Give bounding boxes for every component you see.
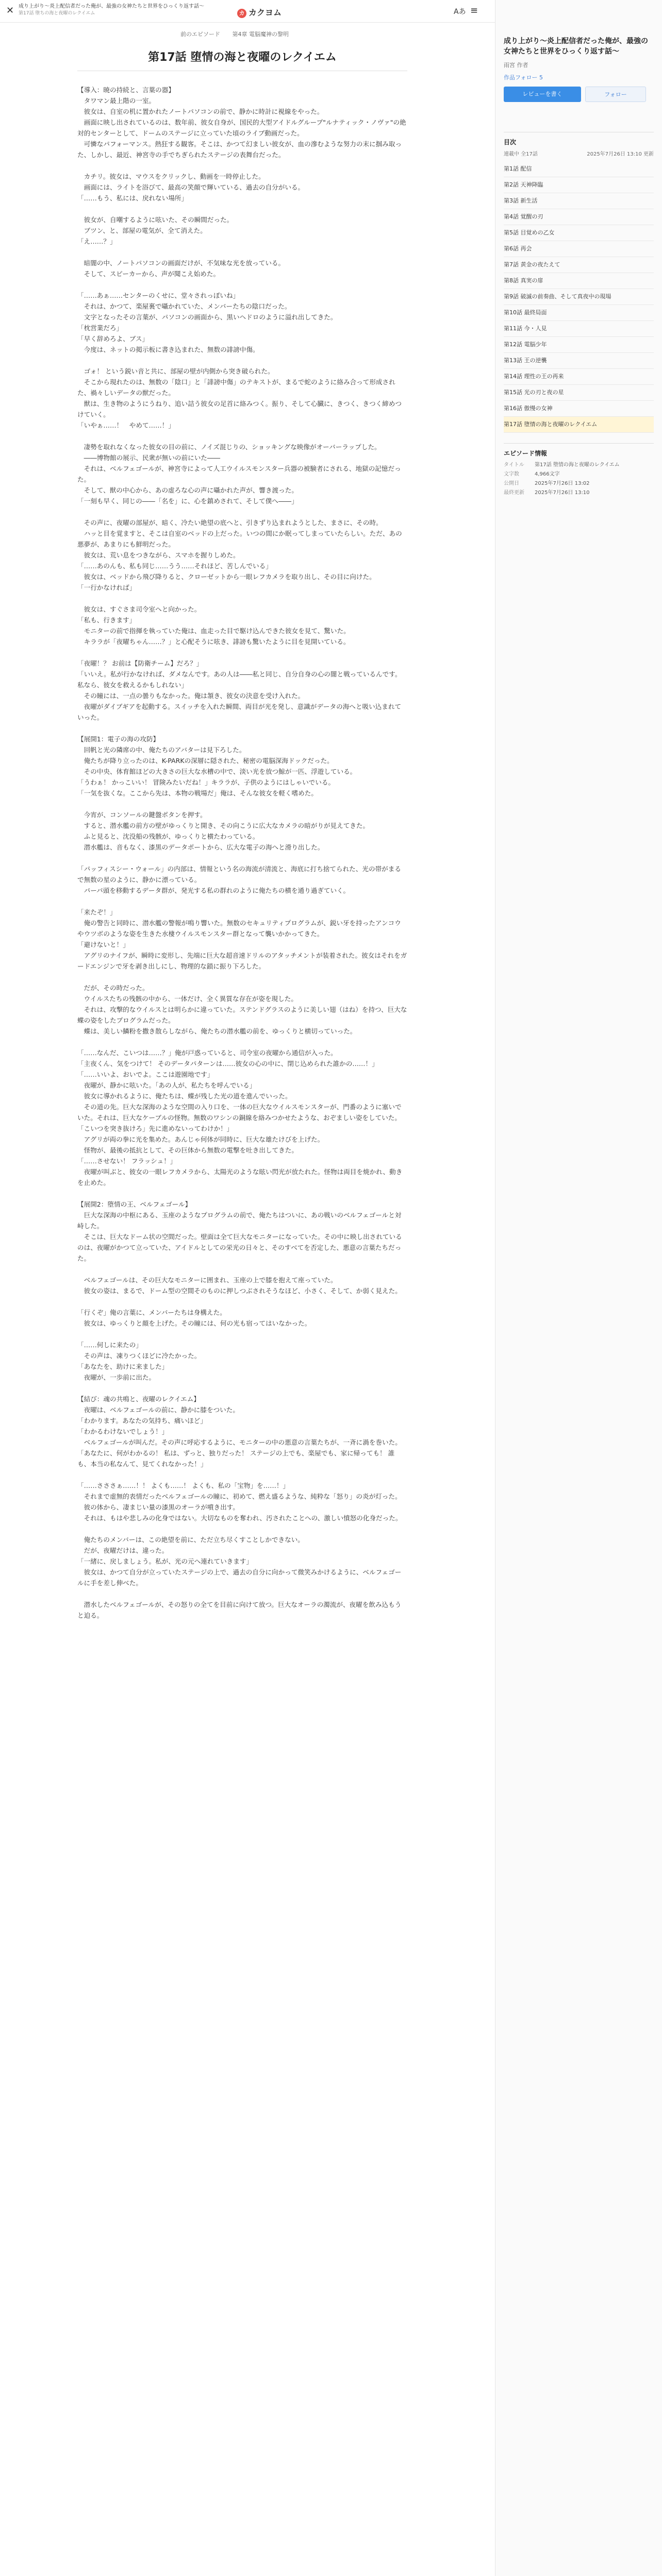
- episode-title: 第17話 堕情の海と夜曜のレクイエム: [77, 41, 407, 71]
- body-paragraph: [77, 1329, 407, 1340]
- body-paragraph: 夜曜が叫ぶと、彼女の一眼レフカメラから、太陽光のような眩い閃光が放たれた。怪物は両目を焼かれ、動きを止めた。: [77, 1168, 403, 1187]
- body-paragraph: 「……させない！ フラッシュ！」: [77, 1157, 177, 1165]
- body-paragraph: [77, 1188, 407, 1199]
- body-paragraph: 彼女は、すぐさま司令室へと向かった。: [77, 605, 201, 613]
- body-paragraph: ハッと目を覚ますと、そこは自室のベッドの上だった。いつの間にか眠ってしまっていたらしい。ただ、あの悪夢が、あまりにも鮮明だった。: [77, 530, 402, 548]
- body-paragraph: [77, 1037, 407, 1047]
- body-paragraph: 「うわぁ！ かっこいい！ 冒険みたいだね！」キララが、子供のようにはしゃいでいる。: [77, 778, 335, 786]
- body-paragraph: [77, 647, 407, 658]
- follow-button[interactable]: フォロー: [585, 87, 646, 102]
- logo-text: カクヨム: [249, 8, 282, 18]
- body-paragraph: 【展開2：堕情の王、ベルフェゴール】: [77, 1200, 192, 1208]
- body-paragraph: [77, 431, 407, 442]
- body-paragraph: 「主夜くん、気をつけて！ そのデータパターンは……彼女の心の中に、閉じ込められた誰かの……！」: [77, 1060, 378, 1067]
- follow-count: 作品フォロー 5: [504, 74, 543, 81]
- episode-list: [504, 161, 654, 433]
- header-title-box[interactable]: [19, 3, 204, 17]
- body-paragraph: だが、その時だった。: [77, 984, 149, 992]
- body-paragraph: 「……何しに来たの」: [77, 1341, 142, 1349]
- body-paragraph: 可憐なパフォーマンス。熱狂する観客。そこは、かつて幻ましい彼女が、血の滲むような努力の末に掴み取った、しかし、最近、神宮寺の手でちぎられたステージの表舞台だった。: [77, 140, 402, 159]
- toc-episode-link[interactable]: 第12話 電脳少年: [504, 337, 654, 353]
- body-paragraph: 獣は、生き物のようにうねり、追い詰う彼女の足首に絡みつく。振り、そして心臓に、きつく、きつく締めつけていく。: [77, 400, 402, 418]
- toc-episode-link[interactable]: 第3話 新生活: [504, 193, 654, 209]
- body-paragraph: 彼女の姿は、まるで、ドーム型の空間そのものに押しつぶされそうなほど、小さく、そして、か弱く見えた。: [77, 1287, 402, 1295]
- body-paragraph: それは、もはや悲しみの化身ではない。大切なものを奪われ、汚されたことへの、激しい憤怒の化身だった。: [77, 1514, 402, 1522]
- body-paragraph: [77, 972, 407, 982]
- body-paragraph: その声は、凍りつくほどに冷たかった。: [77, 1352, 201, 1360]
- body-paragraph: ふと見ると、沈没船の残骸が、ゆっくりと横たわっている。: [77, 833, 259, 840]
- body-paragraph: [77, 1296, 407, 1307]
- info-value: 第17話 堕情の海と夜曜のレクイエム: [535, 462, 620, 468]
- body-paragraph: アグリのナイフが、瞬時に変形し、先端に巨大な超音速ドリルのアタッチメントが装着された。彼女はそれをガードエンジンで牙を剥き出しにし、物理的な鎖に振り下ろした。: [77, 952, 407, 970]
- body-paragraph: 彼の体から、凄まじい量の漆黒のオーラが噴き出す。: [77, 1503, 239, 1511]
- body-paragraph: 俺たちのメンバーは、この絶望を前に、ただ立ち尽くすことしかできない。: [77, 1536, 304, 1544]
- body-paragraph: 「……いいよ、おいでよ。ここは遊園地です」: [77, 1071, 214, 1078]
- body-paragraph: [77, 204, 407, 214]
- body-paragraph: 「パッフィスシー・ウォール」の内部は、情報という名の海流が清流と、海底に打ち捨てられた、光の帯がまるで無数の星のように、静かに漂っている。: [77, 865, 401, 884]
- body-paragraph: 夜曜がダイブギアを起動する。スイッチを入れた瞬間、両目が光を発し、意識がデータの海へと吸い込まれていった。: [77, 703, 402, 721]
- body-paragraph: 「え……？」: [77, 238, 117, 245]
- body-paragraph: [77, 1469, 407, 1480]
- body-paragraph: 「一行かなければ」: [77, 584, 136, 591]
- body-paragraph: キララが「夜曜ちゃん……？」と心配そうに呟き、誹謗も驚いたように目を見開いている。: [77, 638, 350, 646]
- info-value: 2025年7月26日 13:10: [535, 490, 590, 496]
- sidebar: [495, 0, 662, 2576]
- body-paragraph: 「……あのんも、私も同じ……うう……それほど、苦しんでいる」: [77, 562, 272, 570]
- body-paragraph: それまで虚無的表情だったベルフェゴールの瞳に、初めて、燃え盛るような、純粋な「怒り」の炎が灯った。: [77, 1493, 402, 1500]
- body-paragraph: 「……あぁ……センターのくせに、堂々されっぽいね」: [77, 292, 240, 299]
- body-paragraph: その中央、体育館ほどの大きさの巨大な水槽の中で、淡い光を放つ鯨が一匹、浮遊している。: [77, 768, 357, 775]
- body-paragraph: [77, 279, 407, 290]
- body-paragraph: 【結び：魂の共鳴と、夜曜のレクイエム】: [77, 1395, 200, 1403]
- body-paragraph: ゴォ！ という鋭い音と共に、部屋の壁が内側から突き破られた。: [77, 367, 274, 375]
- body-paragraph: ベルフェゴールが叫んだ。その声に呼応するように、モニターの中の悪意の言葉たちが、一斉に渦を巻いた。: [77, 1438, 402, 1446]
- toc-status: 連載中 全17話: [504, 151, 538, 157]
- body-paragraph: 彼女に導かれるように、俺たちは、蝶が残した光の道を進んでいった。: [77, 1092, 292, 1100]
- body-paragraph: 凄勢を取れなくなった彼女の目の前に、ノイズ混じりの、ショッキングな映像がオーバーラップした。: [77, 443, 381, 451]
- toc-episode-link[interactable]: 第4話 覚醒の刃: [504, 209, 654, 225]
- body-paragraph: 「枕営業だろ」: [77, 324, 123, 332]
- author-name[interactable]: 雨宮 作者: [504, 62, 528, 69]
- toc-episode-link[interactable]: 第17話 堕情の海と夜曜のレクイエム: [504, 417, 654, 433]
- body-paragraph: 俺たちが降り立ったのは、K-PARKの深層に隠された、秘密の電脳深海ドックだった。: [77, 757, 334, 765]
- body-paragraph: 今度は、ネットの掲示板に書き込まれた、無数の誹謗中傷。: [77, 346, 259, 353]
- episode-main: [77, 41, 407, 1621]
- body-paragraph: そして、獣の中心から、あの虚ろな心の声に囁かれた声が、響き渡った。: [77, 486, 298, 494]
- body-paragraph: そして、スピーカーから、声が聞こえ始めた。: [77, 270, 220, 278]
- body-paragraph: 画面には、ライトを浴びて、最高の笑顔で輝いている、過去の自分がいる。: [77, 183, 305, 191]
- body-paragraph: 巨大な深海の中枢にある、玉座のようなプログラムの前で、俺たちはついに、あの戦いのベルフェゴールと対峙した。: [77, 1211, 402, 1230]
- body-paragraph: 「一刻も早く、同じの――「名を」に、心を鎮めされて、そして僕へ――」: [77, 497, 298, 505]
- body-paragraph: 彼女は、ベッドから飛び降りると、クローゼットから一眼レフカメラを取り出し、その目に向けた。: [77, 573, 376, 581]
- body-paragraph: 「……さささぁ……！！ よくも……！ よくも、私の「宝物」を……！」: [77, 1482, 290, 1489]
- toc-meta: [504, 149, 654, 161]
- body-paragraph: そこから現れたのは、無数の「陰口」と「誹謗中傷」のテキストが、まるで蛇のように絡み合って形成された、禍々しいデータの獣だった。: [77, 378, 395, 397]
- toc-episode-link[interactable]: 第2話 天神降臨: [504, 177, 654, 193]
- body-paragraph: 「わかります。あなたの気持ち、痛いほど」: [77, 1417, 207, 1425]
- toc-section: [504, 132, 654, 433]
- toc-updated: 2025年7月26日 13:10 更新: [587, 151, 654, 157]
- toc-episode-link[interactable]: 第1話 配信: [504, 161, 654, 177]
- body-paragraph: [77, 723, 407, 734]
- body-paragraph: 「避けないと！」: [77, 941, 129, 948]
- body-paragraph: 今宵が、コンソールの鍵盤ボタンを押す。: [77, 811, 207, 819]
- info-key: 文字数: [504, 471, 519, 477]
- body-paragraph: それは、攻撃的なウイルスとは明らかに違っていた。ステンドグラスのように美しい翅（はね）を持つ、巨大な蝶の姿をしたプログラムだった。: [77, 1006, 407, 1024]
- toc-episode-link[interactable]: 第16話 傲慢の女神: [504, 401, 654, 417]
- display-settings-icon[interactable]: Aあ: [454, 8, 466, 16]
- toc-episode-link[interactable]: 第15話 光の刃と夜の星: [504, 385, 654, 401]
- header-episode-title: 第17話 堕ちの海と夜曜のレクイエム: [19, 11, 95, 16]
- toc-episode-link[interactable]: 第8話 真実の扉: [504, 273, 654, 289]
- body-paragraph: 蝶は、美しい鱗粉を撒き散らしながら、俺たちの潜水艦の前を、ゆっくりと横切っていった。: [77, 1027, 357, 1035]
- body-paragraph: 「……もう、私には、戻れない場所」: [77, 194, 188, 202]
- body-paragraph: 「私も、行きます」: [77, 616, 136, 624]
- body-paragraph: そこは、巨大なドーム状の空間だった。壁面は全て巨大なモニターになっていた。その中に映し出されているのは、夜曜がかつて立っていた、アイドルとしての栄光の日々と、そのすべてを否定した、悪意の言葉たちだった。: [77, 1233, 402, 1262]
- body-paragraph: それは、かつて、楽屋裏で囁かれていた、メンバーたちの陰口だった。: [77, 302, 291, 310]
- body-paragraph: 彼女は、自室の机に置かれたノートパソコンの前で、静かに時計に視線をやった。: [77, 108, 324, 115]
- body-paragraph: 「来たぞ！」: [77, 908, 117, 916]
- body-paragraph: 画面に映し出されているのは、数年前、彼女自身が、国民的大型アイドルグループ"ルナティック・ノヴァ"の絶対的センターとして、ドームのステージに立っていた頃のライブ動画だった。: [77, 118, 406, 137]
- body-paragraph: 「あなたに、何がわかるの！ 私は、ずっと、独りだった！ ステージの上でも、楽屋でも、家に帰っても！ 誰も、本当の私なんて、見てくれなかった！」: [77, 1449, 395, 1468]
- body-paragraph: だが、夜曜だけは、違った。: [77, 1547, 169, 1554]
- body-paragraph: ベルフェゴールは、その巨大なモニターに囲まれ、玉座の上で膝を抱えて座っていた。: [77, 1276, 337, 1284]
- body-paragraph: 夜曜は、ベルフェゴールの前に、静かに膝をついた。: [77, 1406, 239, 1414]
- menu-icon[interactable]: ≡: [470, 5, 478, 16]
- body-paragraph: その道の先。巨大な深海のような空間の入り口を、一体の巨大なウイルスモンスターが、門番のように塞いでいた。それは、巨大なケーブルの怪物。無数のワシンの銅線を絡みつかせたような、おぞましい姿をしていた。: [77, 1103, 402, 1122]
- body-paragraph: モニターの前で指揮を執っていた俺は、血走った目で駆け込んできた彼女を見て、驚いた。: [77, 627, 350, 635]
- body-paragraph: 潜水艦は、音もなく、漆黒のデータポートから、広大な電子の海へと滑り出した。: [77, 843, 324, 851]
- info-value: 2025年7月26日 13:02: [535, 481, 590, 486]
- breadcrumb: [175, 30, 294, 38]
- body-paragraph: 「早く辞めろよ、ブス」: [77, 335, 149, 343]
- body-paragraph: その声に、夜曜の部屋が、暗く、冷たい絶望の底へと、引きずり込まれようとした、まさに、その時。: [77, 519, 383, 527]
- body-paragraph: 「いいえ。私が行かなければ、ダメなんです。あの人は――私と同じ、自分自身の心の闇と戦っているんです。私なら、彼女を救えるかもしれない」: [77, 670, 402, 689]
- body-paragraph: 「……なんだ、こいつは……？」俺が戸惑っていると、司令室の夜曜から通信が入った。: [77, 1049, 337, 1057]
- body-paragraph: 怪物が、最後の抵抗として、その巨体から無数の電撃を吐き出してきた。: [77, 1146, 298, 1154]
- episode-info-section: [504, 443, 654, 498]
- body-paragraph: [77, 1523, 407, 1534]
- info-row: [504, 461, 654, 470]
- toc-episode-link[interactable]: 第7話 黄金の夜たえて: [504, 257, 654, 273]
- info-key: 公開日: [504, 481, 519, 486]
- body-paragraph: 彼女は、かつて自分が立っていたステージの上で、過去の自分に向かって微笑みかけるように、ベルフェゴールに手を差し伸べた。: [77, 1568, 402, 1587]
- body-paragraph: 文字となったその言葉が、パソコンの画面から、黒いヘドロのように溢れ出してきた。: [77, 313, 337, 321]
- action-buttons: [495, 81, 662, 102]
- body-paragraph: [77, 355, 407, 366]
- body-paragraph: パーパ頭を移動するデータ群が、発光する私の群れのように俺たちの横を通り過ぎていく。: [77, 887, 350, 894]
- body-paragraph: 彼女が、自嘲するように呟いた、その瞬間だった。: [77, 216, 234, 224]
- body-paragraph: 潜水したベルフェゴールが、その怒りの全てを目前に向けて放つ。巨大なオーラの濁流が、夜曜を飲み込もうと迫る。: [77, 1601, 402, 1619]
- body-paragraph: [77, 799, 407, 809]
- info-heading: エピソード情報: [504, 450, 548, 457]
- prev-episode-link[interactable]: 前のエピソード: [180, 31, 220, 38]
- body-paragraph: その瞳には、一点の曇りもなかった。俺は頷き、彼女の決意を受け入れた。: [77, 692, 305, 700]
- toc-heading: 目次: [504, 139, 517, 146]
- body-paragraph: 暗闇の中、ノートパソコンの画面だけが、不気味な光を放っている。: [77, 259, 285, 267]
- body-paragraph: 「夜曜！？ お前は【防衛チーム】だろ？」: [77, 659, 203, 667]
- body-paragraph: ウイルスたちの残骸の中から、一体だけ、全く異質な存在が姿を現した。: [77, 995, 297, 1003]
- body-paragraph: [77, 896, 407, 907]
- site-logo[interactable]: [237, 6, 282, 18]
- info-key: 最終更新: [504, 490, 524, 496]
- body-paragraph: [77, 247, 407, 258]
- body-paragraph: 【展開1：電子の海の攻防】: [77, 735, 160, 743]
- episode-body: [77, 71, 407, 1621]
- body-paragraph: すると、潜水艦の前方の壁がゆっくりと開き、その向こうに広大なカメラの暗がりが見えてきた。: [77, 822, 370, 829]
- body-paragraph: ブツン、と、部屋の電気が、全て消えた。: [77, 227, 207, 234]
- info-row: [504, 470, 654, 479]
- body-paragraph: アグリが両の拳に光を集めた。あんじゃ何体が同時に、巨大な雄たけびを上げた。: [77, 1136, 324, 1143]
- toc-episode-link[interactable]: 第6話 再会: [504, 241, 654, 257]
- header-work-title: 成り上がり〜炎上配信者だった俺が、最強の女神たちと世界をひっくり返す話〜: [19, 4, 204, 9]
- toc-episode-link[interactable]: 第10話 最終局面: [504, 305, 654, 321]
- info-key: タイトル: [504, 462, 524, 468]
- body-paragraph: 「こいつを突き抜けろ」先に進めないってわけか！」: [77, 1125, 234, 1132]
- body-paragraph: 「行くぞ」俺の言葉に、メンバーたちは身構えた。: [77, 1309, 226, 1316]
- info-row: [504, 479, 654, 488]
- body-paragraph: 夜曜が、一歩前に出た。: [77, 1374, 156, 1381]
- info-row: [504, 488, 654, 498]
- body-paragraph: 「わかるわけないでしょう！」: [77, 1428, 169, 1435]
- toc-episode-link[interactable]: 第5話 目覚めの乙女: [504, 225, 654, 241]
- body-paragraph: 回帆と光の隣席の中、俺たちのアバターは見下ろした。: [77, 746, 246, 754]
- body-paragraph: [77, 506, 407, 517]
- review-button[interactable]: レビューを書く: [504, 87, 581, 102]
- body-paragraph: 彼女は、荒い息をつきながら、スマホを握りしめた。: [77, 551, 240, 559]
- body-paragraph: 「いやぁ……！ やめて……！」: [77, 421, 175, 429]
- toc-episode-link[interactable]: 第13話 王の逆襲: [504, 353, 654, 369]
- body-paragraph: [77, 160, 407, 171]
- toc-episode-link[interactable]: 第11話 今・人見: [504, 321, 654, 337]
- body-paragraph: 俺の警告と同時に、潜水艦の警報が鳴り響いた。無数のセキュリティプログラムが、鋭い牙を持ったアンコウやウツボのような姿を生きた水棲ウイルスモンスター群となって襲いかかってきた。: [77, 919, 401, 938]
- body-paragraph: 彼女は、ゆっくりと顔を上げた。その瞳には、何の光も宿ってはいなかった。: [77, 1319, 311, 1327]
- chapter-link[interactable]: 第4章 電脳魔神の黎明: [232, 31, 289, 38]
- body-paragraph: [77, 593, 407, 604]
- body-paragraph: 夜曜が、静かに呟いた。「あの人が、私たちを呼んでいる」: [77, 1081, 256, 1089]
- info-value: 4,966文字: [535, 471, 560, 477]
- close-icon[interactable]: ✕: [6, 5, 14, 16]
- body-paragraph: カチリ。彼女は、マウスをクリックし、動画を一時停止した。: [77, 173, 265, 180]
- body-paragraph: 「一緒に、戻しましょう。私が、光の元へ連れていきます」: [77, 1557, 253, 1565]
- body-paragraph: [77, 1383, 407, 1394]
- body-paragraph: [77, 1588, 407, 1599]
- body-paragraph: [77, 853, 407, 863]
- body-paragraph: ――博物館の展示、民衆が無いの前にいた――: [77, 454, 221, 462]
- body-paragraph: それは、ベルフェゴールが、神宮寺によって人工ウイルスモンスター兵器の被験者にされる、地獄の記憶だった。: [77, 465, 401, 483]
- body-paragraph: 「あなたを、助けに来ました」: [77, 1363, 169, 1370]
- body-paragraph: 「一気を抜くな。ここから先は、本物の戦場だ」俺は、そんな彼女を軽く嗜めた。: [77, 789, 318, 797]
- toc-episode-link[interactable]: 第14話 理性の王の再来: [504, 369, 654, 385]
- logo-icon: カ: [237, 9, 246, 18]
- body-paragraph: 【導入：暁の持続と、言葉の器】: [77, 86, 175, 94]
- toc-episode-link[interactable]: 第9話 破滅の前奏曲、そして真夜中の現場: [504, 289, 654, 305]
- body-paragraph: [77, 1264, 407, 1275]
- info-list: [504, 461, 654, 498]
- body-paragraph: タワマン最上階の一室。: [77, 97, 156, 105]
- work-title[interactable]: 成り上がり〜炎上配信者だった俺が、最強の女神たちと世界をひっくり返す話〜: [504, 37, 648, 56]
